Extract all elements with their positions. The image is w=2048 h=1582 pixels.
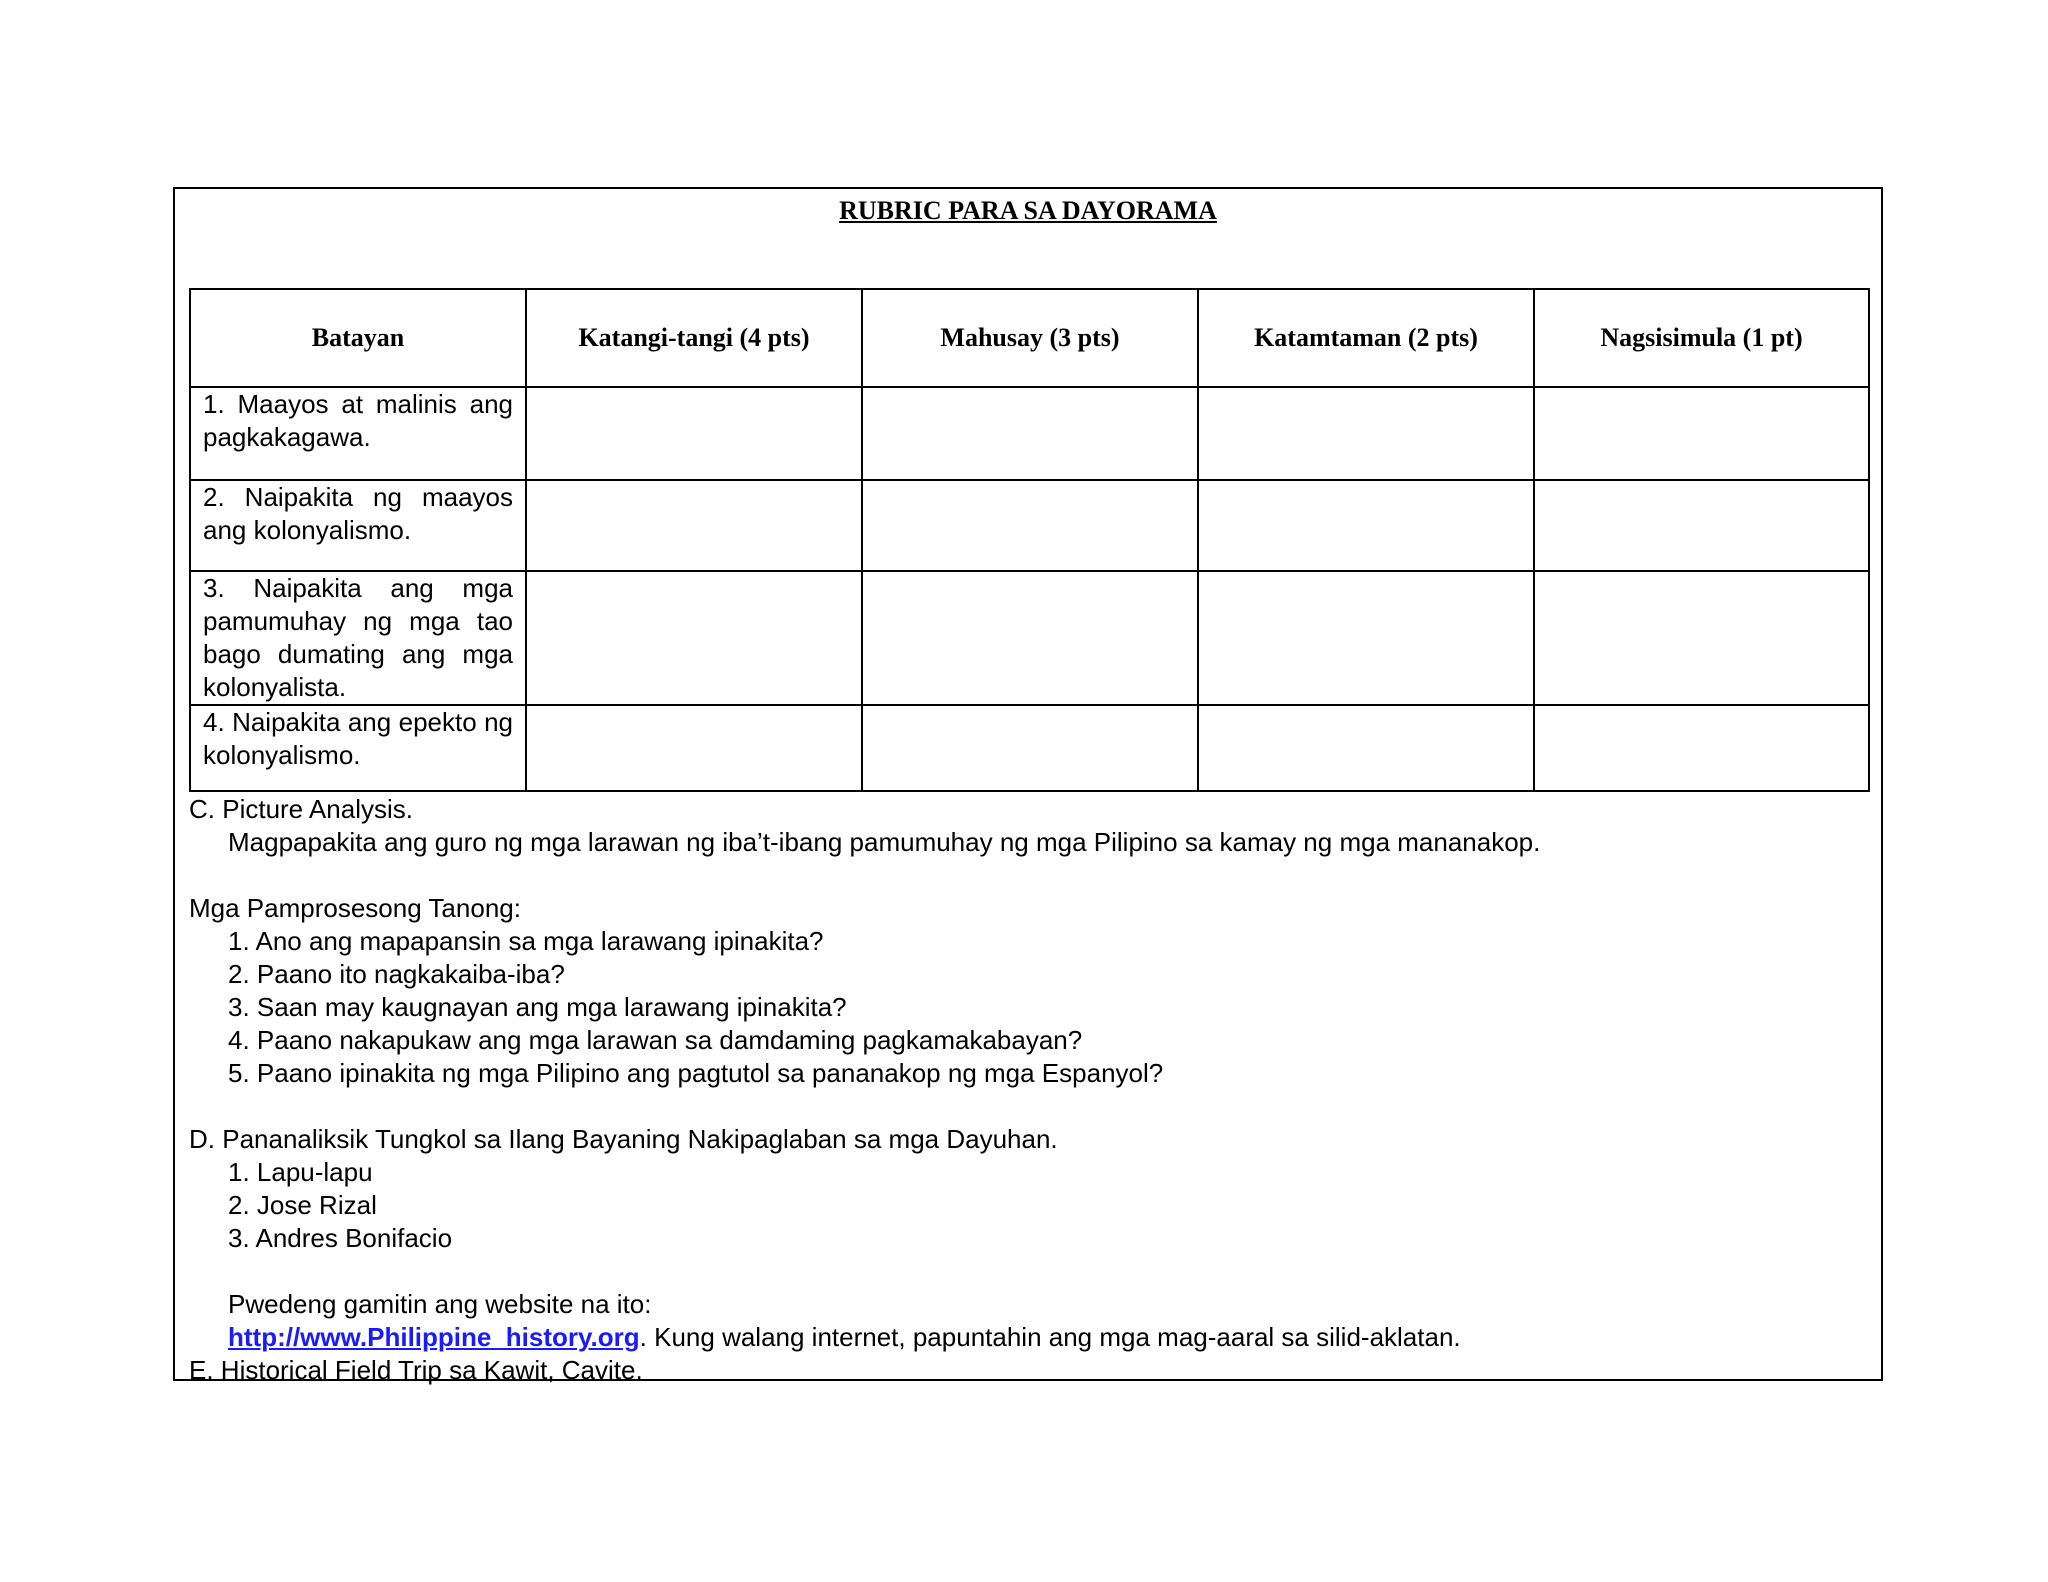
score-cell	[526, 387, 862, 480]
header-katangi-tangi: Katangi-tangi (4 pts)	[526, 289, 862, 387]
score-cell	[1534, 571, 1869, 705]
score-cell	[526, 480, 862, 571]
section-d-heading: D. Pananaliksik Tungkol sa Ilang Bayaning Nakipaglaban sa mga Dayuhan.	[189, 1124, 1058, 1154]
list-item: 3. Saan may kaugnayan ang mga larawang ipinakita?	[228, 992, 847, 1022]
rubric-title: RUBRIC PARA SA DAYORAMA	[839, 196, 1217, 225]
header-mahusay: Mahusay (3 pts)	[862, 289, 1198, 387]
list-item: 2. Jose Rizal	[228, 1190, 377, 1220]
table-row	[190, 705, 1869, 791]
header-katamtaman: Katamtaman (2 pts)	[1198, 289, 1534, 387]
spacer	[189, 1090, 1869, 1123]
section-c-description: Magpapakita ang guro ng mga larawan ng iba’t-ibang pamumuhay ng mga Pilipino sa kamay ng mga mananakop.	[228, 827, 1541, 857]
score-cell	[526, 705, 862, 791]
section-c-heading: C. Picture Analysis.	[189, 794, 413, 824]
score-cell	[1198, 705, 1534, 791]
list-item: 3. Andres Bonifacio	[228, 1223, 453, 1253]
table-row	[190, 480, 1869, 571]
criterion-cell: 1. Maayos at malinis ang pagkakagawa.	[190, 387, 526, 480]
table-row	[190, 571, 1869, 705]
list-item: 1. Ano ang mapapansin sa mga larawang ipinakita?	[228, 926, 824, 956]
document-frame	[173, 187, 1883, 1385]
score-cell	[862, 571, 1198, 705]
list-item: 4. Paano nakapukaw ang mga larawan sa damdaming pagkamakabayan?	[228, 1025, 1083, 1055]
spacer	[189, 1255, 1869, 1288]
rubric-table	[189, 288, 1870, 792]
website-link[interactable]: http://www.Philippine_history.org	[228, 1322, 640, 1352]
score-cell	[1534, 480, 1869, 571]
questions-heading: Mga Pamprosesong Tanong:	[189, 893, 521, 923]
list-item: 1. Lapu-lapu	[228, 1157, 373, 1187]
rubric-header-row	[190, 289, 1869, 387]
header-nagsisimula: Nagsisimula (1 pt)	[1534, 289, 1869, 387]
score-cell	[862, 705, 1198, 791]
section-e-heading: E. Historical Field Trip sa Kawit, Cavite.	[189, 1355, 643, 1385]
score-cell	[1198, 387, 1534, 480]
list-item: 5. Paano ipinakita ng mga Pilipino ang pagtutol sa pananakop ng mga Espanyol?	[228, 1058, 1164, 1088]
website-line	[189, 1321, 1869, 1354]
spacer	[189, 859, 1869, 892]
score-cell	[526, 571, 862, 705]
header-batayan: Batayan	[190, 289, 526, 387]
list-item: 2. Paano ito nagkakaiba-iba?	[228, 959, 565, 989]
score-cell	[1198, 480, 1534, 571]
instructions-block	[189, 793, 1869, 1387]
score-cell	[1534, 705, 1869, 791]
score-cell	[862, 387, 1198, 480]
table-row	[190, 387, 1869, 480]
website-suffix: . Kung walang internet, papuntahin ang mga mag-aaral sa silid-aklatan.	[639, 1322, 1461, 1352]
website-intro: Pwedeng gamitin ang website na ito:	[228, 1289, 652, 1319]
score-cell	[1198, 571, 1534, 705]
score-cell	[1534, 387, 1869, 480]
criterion-cell: 4. Naipakita ang epekto ng kolonyalismo.	[190, 705, 526, 791]
criterion-cell: 3. Naipakita ang mga pamumuhay ng mga tao bago dumating ang mga kolonyalista.	[190, 571, 526, 705]
criterion-cell: 2. Naipakita ng maayos ang kolonyalismo.	[190, 480, 526, 571]
score-cell	[862, 480, 1198, 571]
